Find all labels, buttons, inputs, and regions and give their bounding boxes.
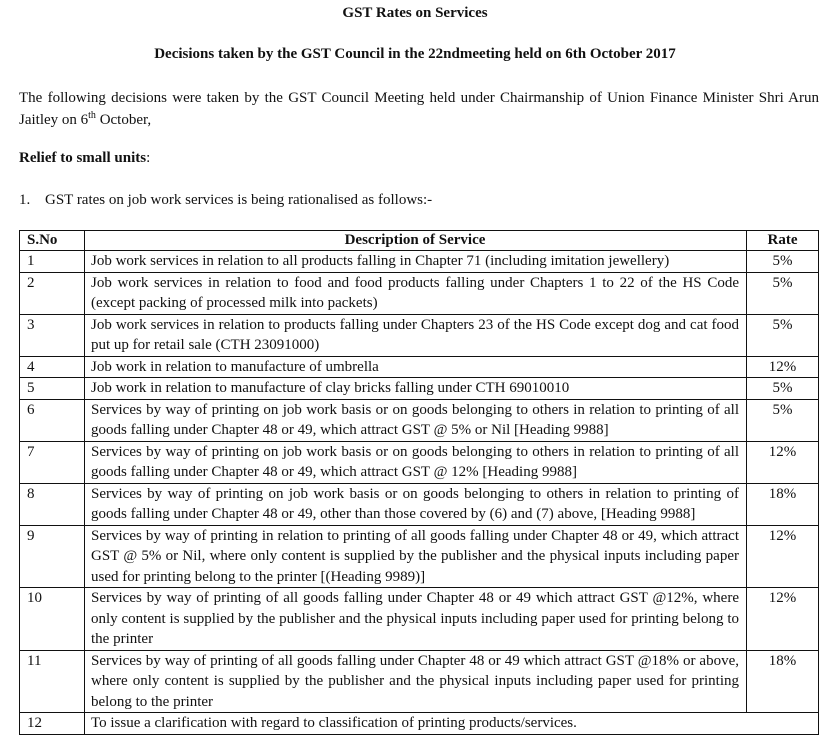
list-number: 1. <box>19 192 31 208</box>
cell-description: Job work in relation to manufacture of clay bricks falling under CTH 69010010 <box>85 378 747 400</box>
table-row <box>20 356 819 378</box>
cell-rate: 5% <box>747 399 819 441</box>
table-row <box>20 650 819 713</box>
cell-description: Services by way of printing of all goods falling under Chapter 48 or 49 which attract GST @18% or above, where only content is supplied by the publisher and the physical inputs including paper used for printing belong to the printer <box>85 650 747 713</box>
list-text: GST rates on job work services is being rationalised as follows:- <box>45 192 433 208</box>
table-row <box>20 251 819 273</box>
intro-text: The following decisions were taken by the GST Council Meeting held under Chairmanship of Union Finance Minister Shri Arun Jaitley on 6 <box>19 90 819 128</box>
cell-description: Services by way of printing of all goods falling under Chapter 48 or 49 which attract GST @12%, where only content is supplied by the publisher and the physical inputs including paper used for printing belong to the printer <box>85 588 747 651</box>
cell-description: Services by way of printing on job work basis or on goods belonging to others in relation to printing of goods falling under Chapter 48 or 49, other than those covered by (6) and (7) above, [Heading 9988] <box>85 483 747 525</box>
page-subtitle: Decisions taken by the GST Council in the 22ndmeeting held on 6th October 2017 <box>154 46 676 62</box>
table-body <box>20 251 819 735</box>
cell-description: Services by way of printing in relation to printing of all goods falling under Chapter 48 or 49, which attract GST @ 5% or Nil, where only content is supplied by the publisher and the physical inputs including paper used for printing belong to the printer [(Heading 9989)] <box>85 525 747 588</box>
cell-sno: 2 <box>20 272 85 314</box>
header-sno: S.No <box>20 231 85 251</box>
cell-sno: 11 <box>20 650 85 713</box>
cell-description: Services by way of printing on job work basis or on goods belonging to others in relation to printing of all goods falling under Chapter 48 or 49, which attract GST @ 5% or Nil [Heading 9988] <box>85 399 747 441</box>
table-row <box>20 588 819 651</box>
table-row <box>20 378 819 400</box>
page-title: GST Rates on Services <box>342 5 488 21</box>
list-item <box>19 192 432 209</box>
rates-table <box>19 230 819 735</box>
cell-rate: 12% <box>747 588 819 651</box>
section-heading-text: Relief to small units <box>19 150 147 166</box>
cell-sno: 7 <box>20 441 85 483</box>
cell-rate: 18% <box>747 650 819 713</box>
cell-sno: 6 <box>20 399 85 441</box>
table-row <box>20 272 819 314</box>
table-row <box>20 399 819 441</box>
table-row <box>20 713 819 735</box>
cell-description: Job work services in relation to products falling under Chapters 23 of the HS Code except dog and cat food put up for retail sale (CTH 23091000) <box>85 314 747 356</box>
cell-description: Job work services in relation to all products falling in Chapter 71 (including imitation jewellery) <box>85 251 747 273</box>
cell-sno: 5 <box>20 378 85 400</box>
cell-sno: 9 <box>20 525 85 588</box>
cell-sno: 8 <box>20 483 85 525</box>
cell-rate: 5% <box>747 378 819 400</box>
cell-description: To issue a clarification with regard to classification of printing products/services. <box>85 713 819 735</box>
table-header-row <box>20 231 819 251</box>
header-rate: Rate <box>747 231 819 251</box>
cell-sno: 1 <box>20 251 85 273</box>
cell-sno: 12 <box>20 713 85 735</box>
table-row <box>20 314 819 356</box>
header-description: Description of Service <box>85 231 747 251</box>
cell-sno: 10 <box>20 588 85 651</box>
table-row <box>20 525 819 588</box>
table-row <box>20 483 819 525</box>
cell-description: Services by way of printing on job work basis or on goods belonging to others in relation to printing of all goods falling under Chapter 48 or 49, which attract GST @ 12% [Heading 9988] <box>85 441 747 483</box>
intro-superscript: th <box>88 110 96 121</box>
intro-text-end: October, <box>95 112 152 128</box>
cell-rate: 5% <box>747 314 819 356</box>
cell-rate: 18% <box>747 483 819 525</box>
cell-rate: 5% <box>747 251 819 273</box>
cell-sno: 4 <box>20 356 85 378</box>
cell-rate: 12% <box>747 525 819 588</box>
cell-rate: 5% <box>747 272 819 314</box>
table-row <box>20 441 819 483</box>
cell-description: Job work in relation to manufacture of umbrella <box>85 356 747 378</box>
section-heading <box>19 150 150 167</box>
cell-sno: 3 <box>20 314 85 356</box>
intro-paragraph <box>19 87 819 131</box>
section-heading-colon: : <box>146 150 151 166</box>
cell-rate: 12% <box>747 356 819 378</box>
cell-rate: 12% <box>747 441 819 483</box>
cell-description: Job work services in relation to food and food products falling under Chapters 1 to 22 of the HS Code (except packing of processed milk into packets) <box>85 272 747 314</box>
